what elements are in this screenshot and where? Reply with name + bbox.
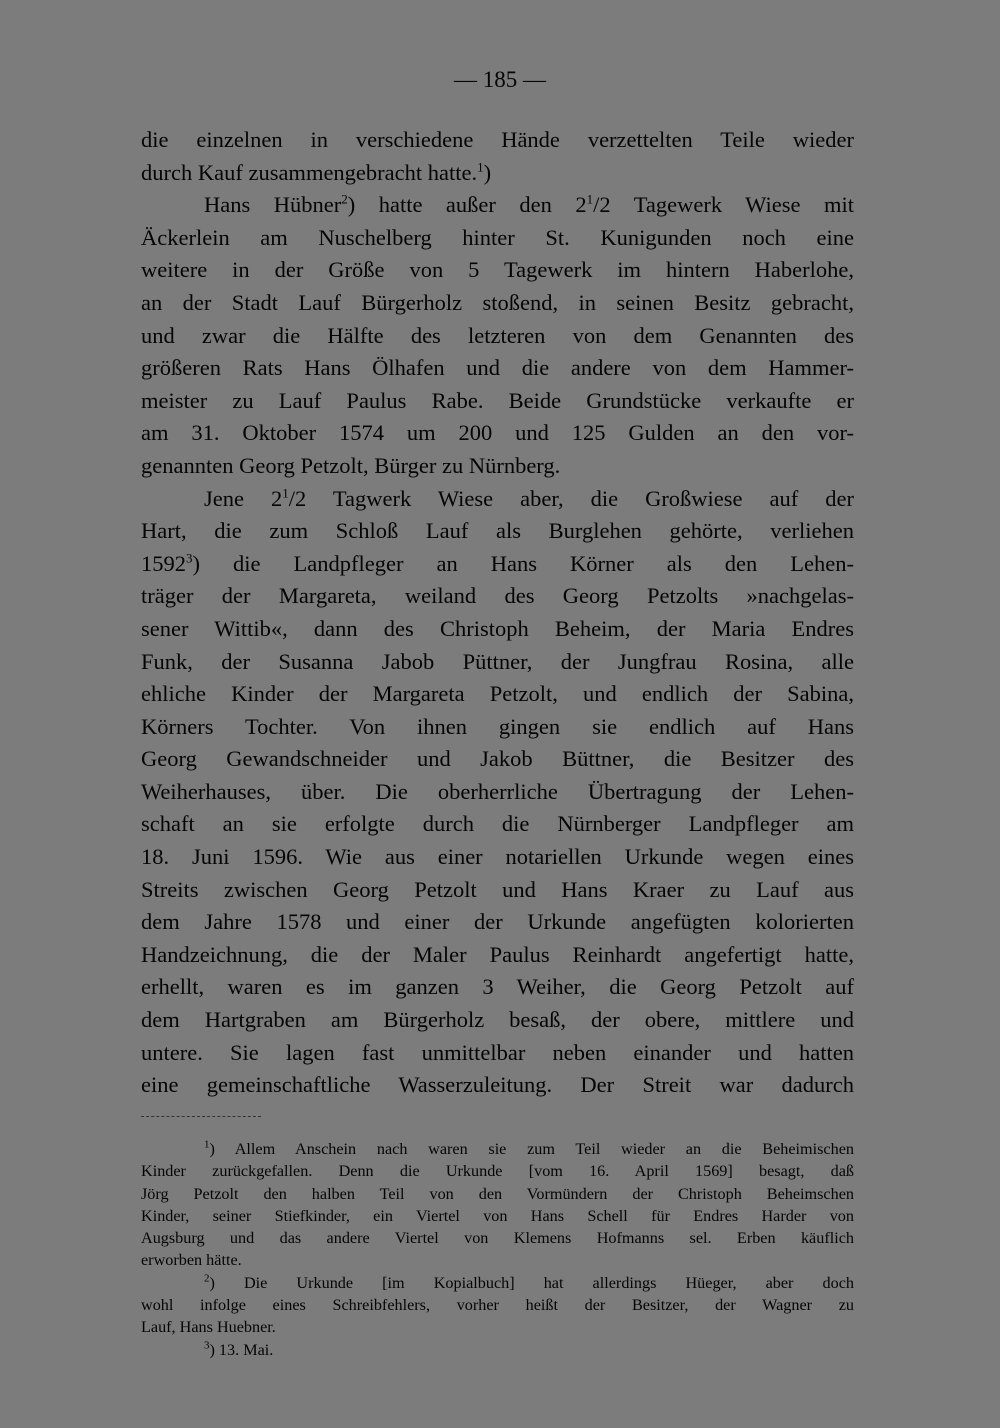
text-line: Streits zwischen Georg Petzolt und Hans Kraer zu Lauf aus [141, 876, 854, 902]
text-segment: Jene 2 [204, 485, 283, 511]
text-line [141, 157, 854, 190]
text-segment: durch Kauf zusammengebracht hatte. [141, 159, 478, 185]
text-line: weitere in der Größe von 5 Tagewerk im hintern Haberlohe, [141, 257, 854, 283]
text-line: genannten Georg Petzolt, Bürger zu Nürnberg. [141, 452, 561, 478]
footnote-line: wohl infolge eines Schreibfehlers, vorher heißt der Besitzer, der Wagner zu [141, 1296, 854, 1315]
text-line: die einzelnen in verschiedene Hände verzettelten Teile wieder [141, 127, 854, 152]
text-segment: /2 Tagewerk Wiese mit [593, 192, 854, 218]
text-segment: ) die Landpfleger an Hans Körner als den Lehen- [192, 550, 854, 576]
text-line: dem Jahre 1578 und einer der Urkunde angefügten kolorierten [141, 909, 854, 935]
footnote-line: Augsburg und das andere Viertel von Klemens Hofmanns sel. Erben käuflich [141, 1229, 854, 1248]
text-line: am 31. Oktober 1574 um 200 und 125 Gulden an den vor- [141, 420, 854, 446]
text-line: Äckerlein am Nuschelberg hinter St. Kunigunden noch eine [141, 224, 854, 250]
footnote-number: 1 [204, 1138, 210, 1151]
footnote-marker: 2 [341, 191, 348, 207]
text-segment: ) Die Urkunde [im Kopialbuch] hat allerdings Hüeger, aber doch [209, 1273, 854, 1292]
text-line: Funk, der Susanna Jabob Püttner, der Jungfrau Rosina, alle [141, 648, 854, 674]
footnote-number: 2 [204, 1272, 210, 1285]
text-segment: ) Allem Anschein nach waren sie zum Teil wieder an die Beheimischen [209, 1140, 854, 1158]
text-line: und zwar die Hälfte des letzteren von dem Genannten des [141, 322, 854, 348]
text-line: Körners Tochter. Von ihnen gingen sie endlich auf Hans [141, 713, 854, 739]
text-segment: ) hatte außer den 2 [347, 192, 587, 218]
text-line: Handzeichnung, die der Maler Paulus Reinhardt angefertigt hatte, [141, 941, 854, 967]
text-line: Georg Gewandschneider und Jakob Büttner, die Besitzer des [141, 746, 854, 772]
footnote-line: erworben hätte. [141, 1251, 242, 1270]
text-line: sener Wittib«, dann des Christoph Beheim, der Maria Endres [141, 615, 854, 641]
footnote-number: 3 [204, 1339, 210, 1352]
footnote-marker: 3 [186, 550, 193, 566]
text-line: meister zu Lauf Paulus Rabe. Beide Grundstücke verkaufte er [141, 387, 854, 413]
footnote-line [141, 1138, 854, 1160]
text-segment: ) 13. Mai. [209, 1340, 274, 1359]
text-segment: /2 Tagwerk Wiese aber, die Großwiese auf der [288, 485, 854, 511]
text-line: dem Hartgraben am Bürgerholz besaß, der obere, mittlere und [141, 1007, 854, 1033]
text-line: erhellt, waren es im ganzen 3 Weiher, die Georg Petzolt auf [141, 974, 854, 1000]
text-line: ehliche Kinder der Margareta Petzolt, und endlich der Sabina, [141, 681, 854, 707]
text-line: schaft an sie erfolgte durch die Nürnberger Landpfleger am [141, 811, 854, 837]
text-line: Hart, die zum Schloß Lauf als Burglehen gehörte, verliehen [141, 518, 854, 544]
footnote-marker: 1 [477, 159, 484, 175]
fraction-numerator: 1 [282, 485, 289, 501]
footnote-line [141, 1339, 854, 1361]
text-line: untere. Sie lagen fast unmittelbar neben einander und hatten [141, 1039, 854, 1065]
text-line [141, 189, 854, 222]
text-segment: 1592 [141, 550, 186, 576]
text-line: an der Stadt Lauf Bürgerholz stoßend, in seinen Besitz gebracht, [141, 289, 854, 315]
text-segment: ) [483, 159, 492, 185]
text-segment: Hans Hübner [204, 192, 342, 218]
page-number: — 185 — [454, 67, 546, 92]
footnote-line: Kinder, seiner Stiefkinder, ein Viertel von Hans Schell für Endres Harder von [141, 1206, 854, 1225]
fraction-numerator: 1 [586, 191, 594, 207]
text-line: 18. Juni 1596. Wie aus einer notariellen Urkunde wegen eines [141, 844, 854, 870]
text-line: träger der Margareta, weiland des Georg Petzolts »nachgelas- [141, 583, 854, 609]
footnote-line: Lauf, Hans Huebner. [141, 1318, 276, 1337]
footnote-line: Kinder zurückgefallen. Denn die Urkunde [vom 16. April 1569] besagt, daß [141, 1162, 854, 1181]
footnote-divider [141, 1116, 261, 1117]
text-line [141, 483, 854, 516]
body-text [141, 124, 854, 1102]
footnotes [141, 1138, 854, 1361]
text-line [141, 548, 854, 581]
footnote-line [141, 1272, 854, 1294]
text-line: eine gemeinschaftliche Wasserzuleitung. Der Streit war dadurch [141, 1072, 854, 1098]
text-line: Weiherhauses, über. Die oberherrliche Übertragung der Lehen- [141, 778, 854, 804]
text-line: größeren Rats Hans Ölhafen und die andere von dem Hammer- [141, 355, 854, 381]
footnote-line: Jörg Petzolt den halben Teil von den Vormündern der Christoph Beheimschen [141, 1184, 854, 1203]
